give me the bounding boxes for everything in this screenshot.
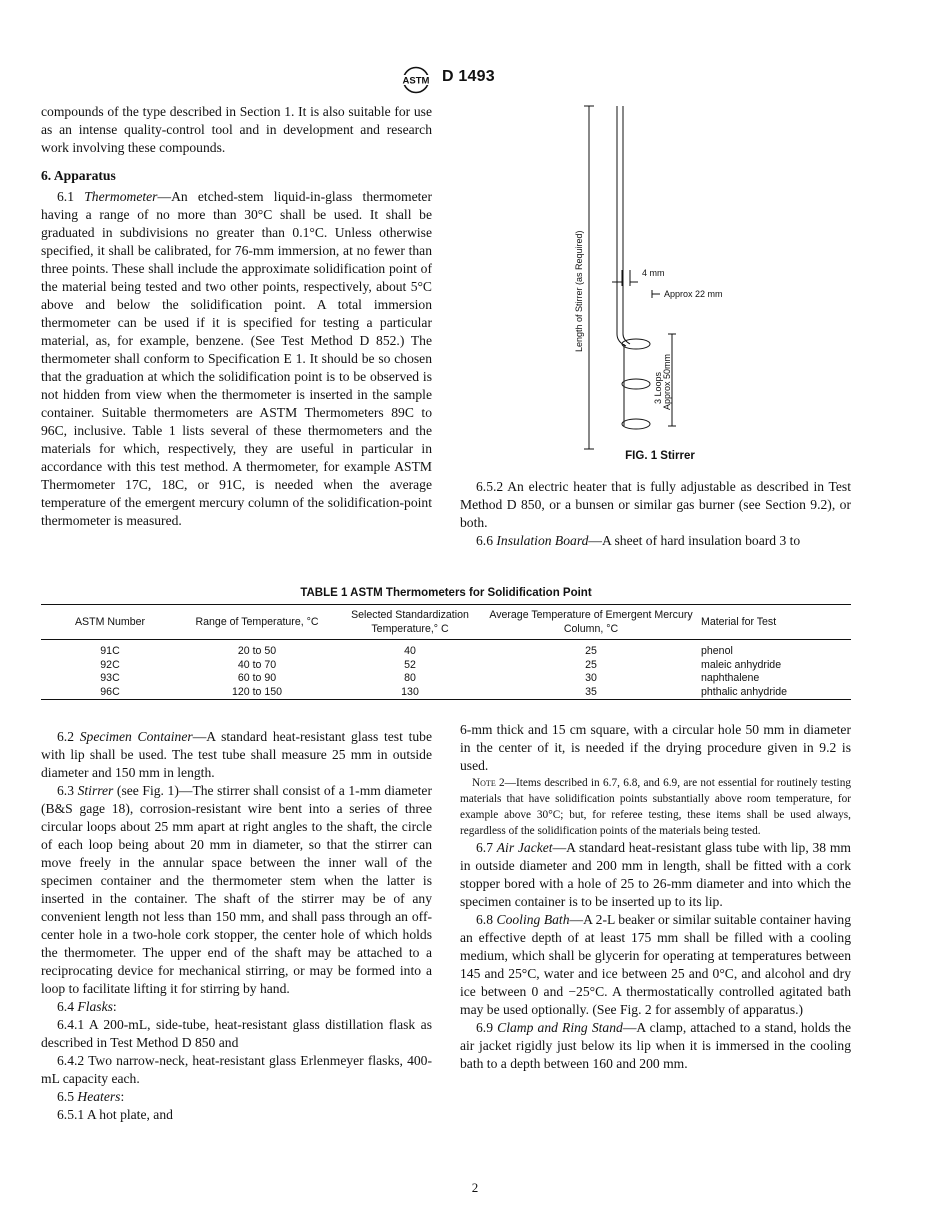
table-header-cell: Selected Standardization Temperature,° C bbox=[351, 609, 469, 635]
table-cell: 92C bbox=[100, 658, 120, 671]
astm-logo-icon bbox=[398, 66, 434, 94]
left-column-top bbox=[41, 103, 432, 530]
paragraph-6-4-1: 6.4.1 A 200-mL, side-tube, heat-resistant glass distillation flask as described in Test Method D 850 and bbox=[41, 1017, 432, 1050]
right-column-top bbox=[460, 478, 851, 550]
table-row bbox=[41, 640, 851, 659]
clause-number: 6.1 bbox=[57, 189, 74, 204]
clause-number: 6.6 bbox=[476, 533, 493, 548]
clause-text: : bbox=[120, 1089, 125, 1104]
clause-text: —A standard heat-resistant glass tube with lip, 38 mm in outside diameter and 200 mm in length, shall be fitted with a cork stopper bored with a hole of 25 to 26-mm diameter and into which the specimen container is to be inserted up to its lip. bbox=[460, 840, 851, 909]
clause-number: 6.2 bbox=[57, 729, 74, 744]
paragraph-6-3 bbox=[41, 782, 432, 998]
clause-number: 6.5 bbox=[57, 1089, 74, 1104]
clause-text: —An etched-stem liquid-in-glass thermometer having a range of no more than 30°C shall be used. It shall be graduated in subdivisions no greater than 0.1°C. Unless otherwise specified, it shall be calibrated, for 76-mm immersion, at no fewer than three points. These shall include the approximate solidification point of the material being tested and two other points, respectively, about 5°C above and below the solidification point. A total immersion thermometer can be used if it is specified for testing a particular material, as, for example, benzene. (See Test Method D 852.) The thermometer shall conform to Specification E 1. It should be so chosen that the graduation at which the solidification point is to be observed is not hidden from view when the thermometer is inserted in the sample container. Suitable thermometers are ASTM Thermometers 89C to 96C, inclusive. Table 1 lists several of these thermometers and the materials for which, respectively, they are useful in particular in accordance with this test method. A thermometer, for example ASTM Thermometer 17C, 18C, or 91C, is needed when the average temperature of the emergent mercury column of the solidification-point thermometer is measured. bbox=[41, 189, 432, 528]
table-cell: 40 to 70 bbox=[237, 658, 277, 671]
clause-term: Air Jacket bbox=[496, 840, 553, 855]
note-2 bbox=[460, 775, 851, 839]
label-length-of-stirrer: Length of Stirrer (as Required) bbox=[574, 230, 584, 352]
table-cell: maleic anhydride bbox=[701, 658, 782, 671]
table-cell: phenol bbox=[701, 645, 733, 657]
stirrer-loop-2 bbox=[622, 379, 650, 389]
clause-text: —A sheet of hard insulation board 3 to bbox=[588, 533, 801, 548]
clause-number: 6.9 bbox=[476, 1020, 493, 1035]
thermometer-table bbox=[41, 604, 851, 700]
paragraph-6-6-continued: 6-mm thick and 15 cm square, with a circular hole 50 mm in diameter in the center of it, is needed if the drying procedure given in 9.2 is used. bbox=[460, 722, 851, 773]
table-cell: 20 to 50 bbox=[237, 645, 277, 657]
label-3-loops: 3 Loops bbox=[653, 371, 663, 404]
table-cell: naphthalene bbox=[701, 672, 760, 684]
table-header-row bbox=[41, 605, 851, 640]
table-row bbox=[41, 672, 851, 686]
table-row bbox=[41, 686, 851, 700]
clause-term: Insulation Board bbox=[496, 533, 589, 548]
figure-caption: FIG. 1 Stirrer bbox=[625, 450, 695, 462]
left-column-bottom bbox=[41, 728, 432, 1124]
table-cell: 25 bbox=[585, 658, 597, 671]
table-header-cell: Material for Test bbox=[701, 616, 777, 628]
right-column-bottom bbox=[460, 721, 851, 1073]
table-cell: 80 bbox=[404, 672, 416, 684]
table-header-cell: Range of Temperature, °C bbox=[195, 616, 319, 628]
table-cell: phthalic anhydride bbox=[701, 685, 787, 698]
clause-number: 6.8 bbox=[476, 912, 493, 927]
clause-term: Heaters bbox=[77, 1089, 121, 1104]
paragraph-6-1 bbox=[41, 188, 432, 530]
paragraph-continued: compounds of the type described in Section 1. It is also suitable for use as an intense quality-control tool and in development and research work involving these compounds. bbox=[41, 104, 432, 155]
page-number: 2 bbox=[471, 1180, 479, 1195]
paragraph-6-4 bbox=[41, 998, 432, 1016]
clause-text: : bbox=[112, 999, 117, 1014]
stirrer-loop-3 bbox=[622, 419, 650, 429]
section-heading-apparatus: 6. Apparatus bbox=[41, 168, 116, 183]
label-approx-22mm: Approx 22 mm bbox=[664, 289, 723, 299]
clause-term: Thermometer bbox=[84, 189, 158, 204]
clause-term: Stirrer bbox=[77, 783, 114, 798]
page-header bbox=[0, 66, 950, 94]
stirrer-loop-1 bbox=[622, 339, 650, 349]
document-id: D 1493 bbox=[442, 68, 495, 85]
table-cell: 91C bbox=[100, 645, 120, 657]
table-cell: 40 bbox=[404, 645, 416, 657]
label-approx-50mm: Approx 50mm bbox=[662, 353, 672, 410]
paragraph-6-9 bbox=[460, 1019, 851, 1073]
table-title: TABLE 1 ASTM Thermometers for Solidification Point bbox=[300, 587, 592, 599]
note-label: Note 2 bbox=[472, 777, 505, 789]
paragraph-6-2 bbox=[41, 728, 432, 782]
clause-term: Specimen Container bbox=[79, 729, 193, 744]
paragraph-6-5-1: 6.5.1 A hot plate, and bbox=[57, 1107, 173, 1122]
paragraph-6-6 bbox=[460, 532, 851, 550]
table-cell: 60 to 90 bbox=[237, 672, 277, 684]
table-cell: 93C bbox=[100, 672, 120, 684]
clause-text: —A clamp, attached to a stand, holds the air jacket rigidly just below its lip when it is immersed in the cooling bath to a depth between 160 and 200 mm. bbox=[460, 1020, 852, 1071]
table-cell: 25 bbox=[585, 645, 597, 657]
clause-term: Flasks bbox=[77, 999, 113, 1014]
paragraph-6-4-2: 6.4.2 Two narrow-neck, heat-resistant glass Erlenmeyer flasks, 400-mL capacity each. bbox=[41, 1053, 432, 1086]
paragraph-6-8 bbox=[460, 911, 851, 1019]
table-row bbox=[41, 659, 851, 673]
table-cell: 130 bbox=[401, 685, 419, 698]
clause-text: —A standard heat-resistant glass test tube with lip shall be used. The test tube shall measure 25 mm in outside diameter and 150 mm in length. bbox=[41, 729, 432, 780]
clause-number: 6.7 bbox=[476, 840, 493, 855]
clause-term: Clamp and Ring Stand bbox=[497, 1020, 623, 1035]
table-header-cell: ASTM Number bbox=[74, 616, 146, 628]
clause-text: —A 2-L beaker or similar suitable container having an effective depth of at least 175 mm shall be filled with a cooling medium, which shall be glycerin for operating at temperatures between 145 and 25°C, water and ice between 25 and 0°C, and alcohol and dry ice between 0 and −25°C. A thermostatically controlled agitated bath may be used optionally. (See Fig. 2 for assembly of apparatus.) bbox=[460, 912, 851, 1017]
table-cell: 30 bbox=[585, 672, 597, 684]
table-header-cell: Average Temperature of Emergent Mercury Column, °C bbox=[489, 609, 693, 635]
label-4mm: 4 mm bbox=[642, 268, 665, 278]
table-cell: 52 bbox=[404, 658, 416, 671]
note-text: —Items described in 6.7, 6.8, and 6.9, are not essential for routinely testing materials that have solidification points substantially above room temperature, for example above 30°C; but, for referee testing, these items shall be used always, regardless of the solidification points of the materials being tested. bbox=[460, 777, 851, 837]
clause-number: 6.3 bbox=[57, 783, 74, 798]
clause-number: 6.4 bbox=[57, 999, 74, 1014]
paragraph-6-5-2: 6.5.2 An electric heater that is fully adjustable as described in Test Method D 850, or a bunsen or similar gas burner (see Section 9.2), or both. bbox=[460, 479, 851, 530]
paragraph-6-7 bbox=[460, 839, 851, 911]
table-cell: 120 to 150 bbox=[231, 685, 283, 698]
stirrer-figure bbox=[560, 104, 760, 454]
table-cell: 96C bbox=[100, 685, 120, 698]
clause-text: (see Fig. 1)—The stirrer shall consist of a 1-mm diameter (B&S gage 18), corrosion-resistant wire bent into a series of three circular loops about 25 mm apart at right angles to the shaft, the circle of each loop being about 20 mm in diameter, so that the stirrer can move freely in the annular space between the inner wall of the specimen container and the thermometer stem when the latter is inserted in the container. The shaft of the stirrer may be of any convenient length not less than 150 mm, and shall pass through an off-center hole in a two-hole cork stopper, the center hole of which holds the thermometer. The upper end of the shaft may be attached to a reciprocating device for mechanical stirring, or may be formed into a loop to facilitate lifting it for stirring by hand. bbox=[41, 783, 432, 996]
clause-term: Cooling Bath bbox=[496, 912, 570, 927]
table-cell: 35 bbox=[585, 685, 597, 698]
paragraph-6-5 bbox=[41, 1088, 432, 1106]
astm-logo-text: ASTM bbox=[402, 75, 430, 87]
